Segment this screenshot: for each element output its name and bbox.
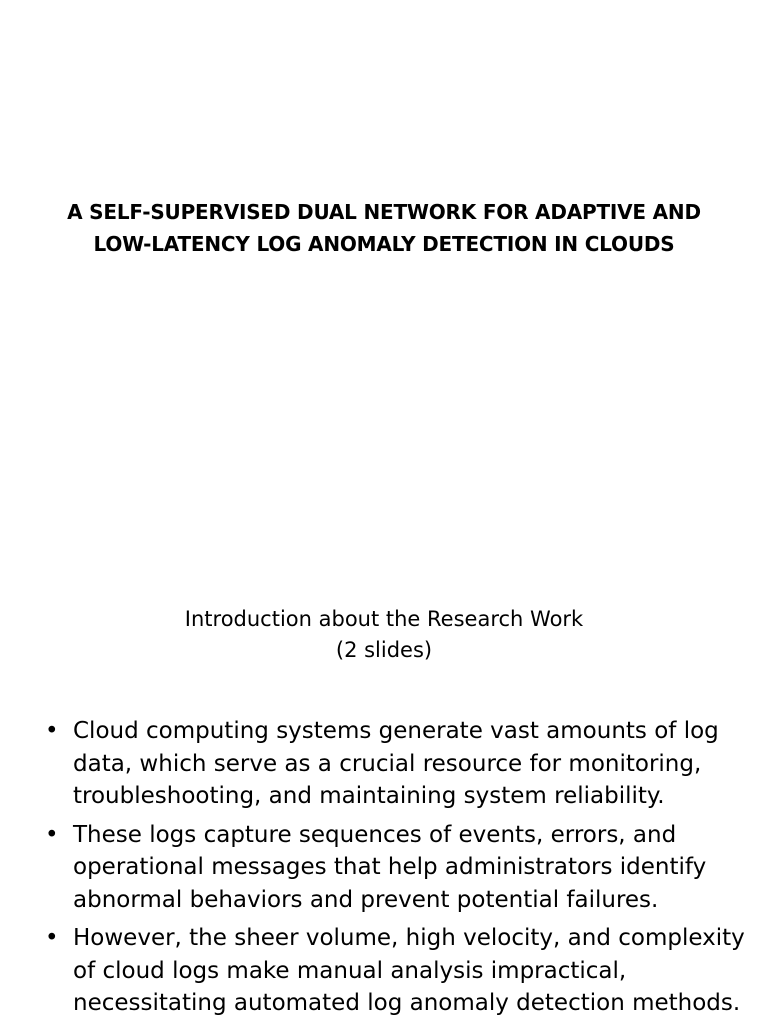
subtitle-line-1: Introduction about the Research Work xyxy=(184,607,584,631)
bullet-1-line-3: troubleshooting, and maintaining system reliability. xyxy=(73,783,665,809)
bullet-item-3 xyxy=(40,922,745,1020)
bullet-3-line-2: of cloud logs make manual analysis impractical, xyxy=(73,957,627,984)
bullet-icon: • xyxy=(45,718,59,744)
bullet-icon: • xyxy=(45,925,59,951)
subtitle-line-2: (2 slides) xyxy=(335,638,433,662)
bullet-item-1 xyxy=(40,715,740,813)
bullet-2-line-3: abnormal behaviors and prevent potential failures. xyxy=(73,886,659,913)
bullet-icon: • xyxy=(45,821,59,848)
bullet-1-line-2: data, which serve as a crucial resource for monitoring, xyxy=(73,750,702,777)
bullet-3-line-3: necessitating automated log anomaly detection methods. xyxy=(73,990,741,1016)
bullet-2-line-2: operational messages that help administrators identify xyxy=(73,854,707,880)
bullet-2-line-1: These logs capture sequences of events, errors, and xyxy=(73,821,677,848)
bullet-list xyxy=(40,715,745,1026)
title-line-1: A SELF-SUPERVISED DUAL NETWORK FOR ADAPTIVE AND xyxy=(67,200,701,224)
slide-subtitle xyxy=(40,604,728,666)
title-line-2: LOW-LATENCY LOG ANOMALY DETECTION IN CLOUDS xyxy=(93,232,675,256)
slide-title xyxy=(40,196,728,260)
bullet-item-2 xyxy=(40,819,740,917)
bullet-1-line-1: Cloud computing systems generate vast amounts of log xyxy=(73,718,719,744)
bullet-3-line-1: However, the sheer volume, high velocity, and complexity xyxy=(73,925,745,951)
